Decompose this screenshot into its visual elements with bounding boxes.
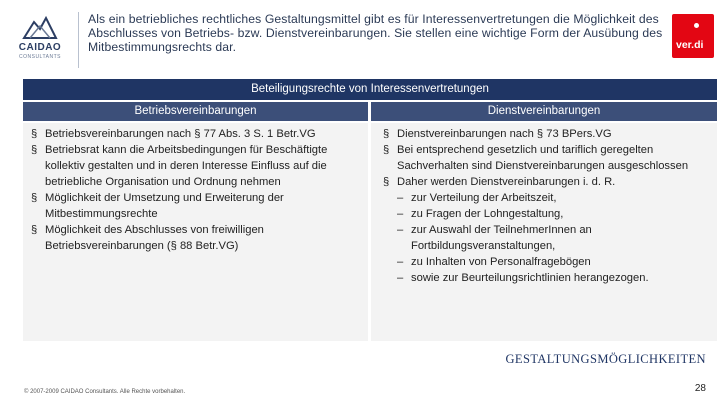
- dash-icon: –: [397, 272, 404, 284]
- sub-list-item: – zu Fragen der Lohngestaltung,: [397, 208, 564, 220]
- list-item: § Möglichkeit des Abschlusses von freiwilligen Betriebsvereinbarungen (§ 88 Betr.VG): [31, 224, 264, 252]
- dash-icon: –: [397, 224, 404, 236]
- column-header-dienstvereinbarungen: Dienstvereinbarungen: [371, 102, 717, 121]
- column-dienstvereinbarungen: [371, 123, 717, 341]
- verdi-dot-icon: [694, 23, 699, 28]
- list-item: § Betriebsrat kann die Arbeitsbedingungen für Beschäftigte kollektiv gestalten und in deren Interesse Einfluss auf die betriebliche Organisation und Ordnung nehmen: [31, 144, 328, 188]
- bullet-icon: §: [31, 128, 38, 140]
- sub-list: [397, 190, 711, 286]
- sub-list-item: – zur Auswahl der TeilnehmerInnen an Fortbildungsveranstaltungen,: [397, 224, 592, 252]
- list-item: § Bei entsprechend gesetzlich und tariflich geregelten Sachverhalten sind Dienstvereinbarungen ausgeschlossen: [383, 144, 689, 172]
- bullet-icon: §: [383, 144, 390, 156]
- column-betriebsvereinbarungen: [23, 123, 368, 341]
- copyright-notice: © 2007-2009 CAIDAO Consultants. Alle Rechte vorbehalten.: [24, 389, 186, 395]
- list-item: § Daher werden Dienstvereinbarungen i. d. R. – zur Verteilung der Arbeitszeit, – zu Fragen der Lohngestaltung, – zur Auswahl der TeilnehmerInnen an Fortbildungsveranstaltungen, – zu Inhalten von Personalfragebögen – sowie zur Beurteilungsrichtlinien herangezogen.: [383, 174, 711, 286]
- bullet-icon: §: [31, 192, 38, 204]
- sub-list-item: – zu Inhalten von Personalfragebögen: [397, 256, 591, 268]
- intro-text: Als ein betriebliches rechtliches Gestaltungsmittel gibt es für Interessenvertretungen die Möglichkeit des Abschlusses von Betriebs- bzw. Dienstvereinbarungen. Sie stellen eine wichtige Form der Ausübung des Mitbestimmungsrechts dar.: [88, 12, 663, 54]
- bullet-icon: §: [31, 144, 38, 156]
- dash-icon: –: [397, 208, 404, 220]
- list-item: § Möglichkeit der Umsetzung und Erweiterung der Mitbestimmungsrechte: [31, 192, 284, 220]
- sub-list-item: – sowie zur Beurteilungsrichtlinien herangezogen.: [397, 272, 649, 284]
- bullet-icon: §: [383, 128, 390, 140]
- list-item: § Betriebsvereinbarungen nach § 77 Abs. 3 S. 1 Betr.VG: [31, 128, 316, 140]
- header-divider: [78, 12, 79, 68]
- verdi-logo: [672, 14, 714, 58]
- bullet-icon: §: [383, 176, 390, 188]
- list-item: § Dienstvereinbarungen nach § 73 BPers.VG: [383, 128, 612, 140]
- column-header-betriebsvereinbarungen: Betriebsvereinbarungen: [23, 102, 368, 121]
- table-header: Beteiligungsrechte von Interessenvertretungen: [23, 79, 717, 100]
- caidao-logo: [8, 14, 72, 70]
- logo-subtitle: CONSULTANTS: [19, 54, 61, 60]
- sub-list-item: – zur Verteilung der Arbeitszeit,: [397, 192, 557, 204]
- page-number: 28: [694, 383, 706, 394]
- bullet-icon: §: [31, 224, 38, 236]
- participation-rights-table: [23, 79, 717, 341]
- caidao-mountain-icon: [22, 14, 58, 40]
- verdi-logo-text: ver.di: [676, 39, 704, 51]
- logo-name: CAIDAO: [18, 42, 62, 53]
- dash-icon: –: [397, 256, 404, 268]
- section-title: GESTALTUNGSMÖGLICHKEITEN: [505, 352, 706, 366]
- dash-icon: –: [397, 192, 404, 204]
